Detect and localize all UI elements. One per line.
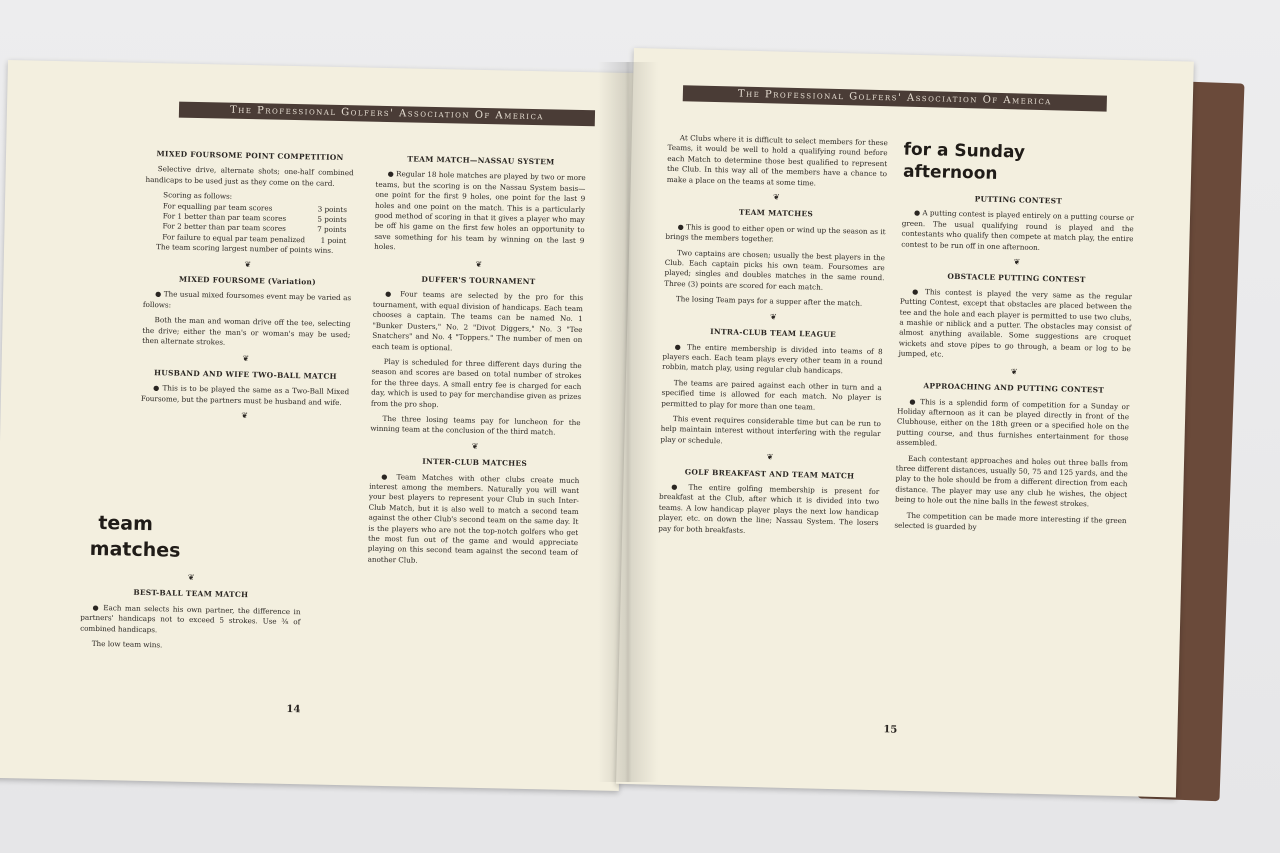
ornament-icon: ❦ [475,259,483,269]
heading-line: team [98,511,154,536]
scoring-label: For 2 better than par team scores [162,221,286,234]
paragraph: Two captains are chosen; usually the best players in the Club. Each captain picks his own team. Foursomes are played; singles and doubles matches in the same round. Three (3) points are scored for each match. [664,247,886,292]
section-title: TEAM MATCHES [738,208,814,219]
paragraph: The teams are paired against each other in turn and a specified time is allowed for each match. No player is permitted to play for more than one team. [661,377,882,412]
ornament-icon: ❦ [187,572,195,583]
section-title: APPROACHING AND PUTTING CONTEST [923,381,1105,395]
paragraph: The low team wins. [91,638,163,650]
scoring-label: For equalling par team scores [162,200,273,213]
ornament-icon: ❦ [242,353,250,363]
paragraph: At Clubs where it is difficult to select members for these Teams, it would be well to hold a qualifying round before each Match to determine those best qualified to represent the Club. In this way all of the members have a chance to make a place on the teams at some time. [666,133,888,188]
scoring-label: For 1 better than par team scores [162,211,287,223]
section-title: INTER-CLUB MATCHES [422,456,528,469]
left-column-1 [140,143,354,428]
section-title: HUSBAND AND WIFE TWO-BALL MATCH [153,368,337,381]
ornament-icon: ❦ [766,452,774,462]
heading-line: afternoon [902,161,998,184]
ornament-icon: ❦ [770,312,777,322]
ornament-icon: ❦ [1010,366,1018,377]
heading-line: for a Sunday [903,139,1026,163]
right-column-2 [894,139,1136,542]
page-banner: The Professional Golfers' Association Of America [179,102,595,127]
section-title: GOLF BREAKFAST AND TEAM MATCH [684,466,855,481]
page-banner: The Professional Golfers' Association Of America [683,85,1107,111]
sunday-heading [903,139,1136,189]
scoring-table [162,190,353,246]
section-title: PUTTING CONTEST [974,194,1063,206]
paragraph: This event requires considerable time but can be run to help maintain interest without interfering with the regular play or schedule. [660,414,882,446]
right-column-1 [658,133,888,544]
paragraph: The competition can be made more interesting if the green selected is guarded by [894,510,1127,532]
scoring-label: For failure to equal par team penalized [162,232,306,245]
book-gutter-shadow [598,62,658,782]
section-title: INTRA-CLUB TEAM LEAGUE [710,327,837,340]
scoring-points: 7 points [317,224,347,235]
paragraph: ● This contest is played the very same as the regular Putting Contest, except that obstacles are placed between the tee and the hole and each player is permitted to use two clubs, a mashie or niblick and a putter. The obstacles may consist of almost anything available. Some suggestions are croquet wickets and stove pipes to go through, a beam or log to be jumped, etc. [898,286,1132,364]
scoring-points: 1 point [320,235,347,245]
paragraph: Selective drive, alternate shots; one-half combined handicaps to be used just as they come on the card. [145,164,354,188]
paragraph: ● The entire golfing membership is present for breakfast at the Club, after which it is divided into two teams. A low handicap player plays the next low handicap player, etc. on down the line; Nassau System. The losers pay for both breakfasts. [658,482,879,539]
scoring-points: 3 points [317,204,348,214]
paragraph: ● Four teams are selected by the pro for this tournament, with equal division of handicaps. Each team chooses a captain. The teams can be named No. 1 "Bunker Dusters," No. 2 "Divot Diggers," No. 3 "Tee Snatchers" and No. 4 "Toppers." The number of men on each team is optional. [372,289,583,356]
paragraph: ● Team Matches with other clubs create much interest among the members. Naturally you will want your best players to represent your Club in such Inter-Club Match, but it is also well to match a second team against the other Club's second team on the same day. It is the players who are not the top-notch golfers who get the most fun out of the game and would appreciate playing on this second team against the second team of another Club. [368,471,580,569]
paragraph: Each contestant approaches and holes out three balls from three different distances, usually 50, 75 and 125 yards, and the play to the hole should be from a different direction from each distance. The player may use any club he wishes, the object being to hole out the nine balls in the fewest strokes. [894,453,1129,509]
paragraph: ● Each man selects his own partner, the difference in partners' handicaps not to exceed 5 strokes. Use ⅜ of combined handicaps. [80,602,301,638]
paragraph: Both the man and woman drive off the tee, selecting the drive; either the man's or woman's may be used; then alternate strokes. [142,315,351,347]
paragraph: ● This is a splendid form of competition for a Sunday or Holiday afternoon as it can be played directly in front of the Clubhouse, either on the 18th green or a specified hole on the putting course, and thus furnishes entertainment for those assembled. [896,396,1129,454]
paragraph: The team scoring largest number of points wins. [156,242,334,256]
section-title: BEST-BALL TEAM MATCH [133,588,249,600]
team-matches-heading [90,510,182,564]
paragraph: ● This is to be played the same as a Two-Ball Mixed Foursome, but the partners must be husband and wife. [141,383,349,408]
page-number: 15 [883,724,898,736]
scoring-intro: Scoring as follows: [163,190,233,201]
ornament-icon: ❦ [241,411,249,421]
section-title: MIXED FOURSOME POINT COMPETITION [156,149,344,163]
ornament-icon: ❦ [471,441,479,451]
section-title: TEAM MATCH—NASSAU SYSTEM [407,154,555,167]
page-number: 14 [286,703,301,716]
paragraph: The losing Team pays for a supper after the match. [675,294,863,308]
ornament-icon: ❦ [1013,257,1021,267]
paragraph: ● The entire membership is divided into teams of 8 players each. Each team plays every other team in a round robbin, match play, using regular club handicaps. [662,341,883,378]
section-title: MIXED FOURSOME (Variation) [178,274,317,287]
section-title: OBSTACLE PUTTING CONTEST [947,272,1086,285]
left-column-1-bottom [80,567,302,659]
paragraph: Play is scheduled for three different days during the season and scores are based on total number of strokes for the three days. A small entry fee is charged for each day, which is used to pay for merchandise given as prizes from the pro shop. [370,356,582,409]
paragraph: ● The usual mixed foursomes event may be varied as follows: [143,289,351,314]
scoring-points: 5 points [317,214,347,225]
paragraph: ● A putting contest is played entirely on a putting course or green. The usual qualifying round is played and the contestants who qualify then compete at match play, the entire contest to be run off in one afternoon. [901,208,1134,255]
ornament-icon: ❦ [772,192,780,202]
heading-line: matches [89,537,181,562]
ornament-icon: ❦ [244,259,252,269]
paragraph: The three losing teams pay for luncheon for the winning team at the conclusion of the third match. [370,413,581,437]
left-page [0,60,634,791]
paragraph: ● Regular 18 hole matches are played by two or more teams, but the scoring is on the Nassau System basis—one point for the first 9 holes, one point for the last 9 holes and one point on the match. This is a particularly good method of scoring in that it gives a player who may be off his game on the first few holes an opportunity to save something for his team by winning on the last 9 holes. [374,169,586,257]
section-title: DUFFER'S TOURNAMENT [421,274,536,287]
paragraph: ● This is good to either open or wind up the season as it brings the members together. [665,222,885,248]
right-page [616,48,1194,797]
left-column-2 [367,148,586,575]
